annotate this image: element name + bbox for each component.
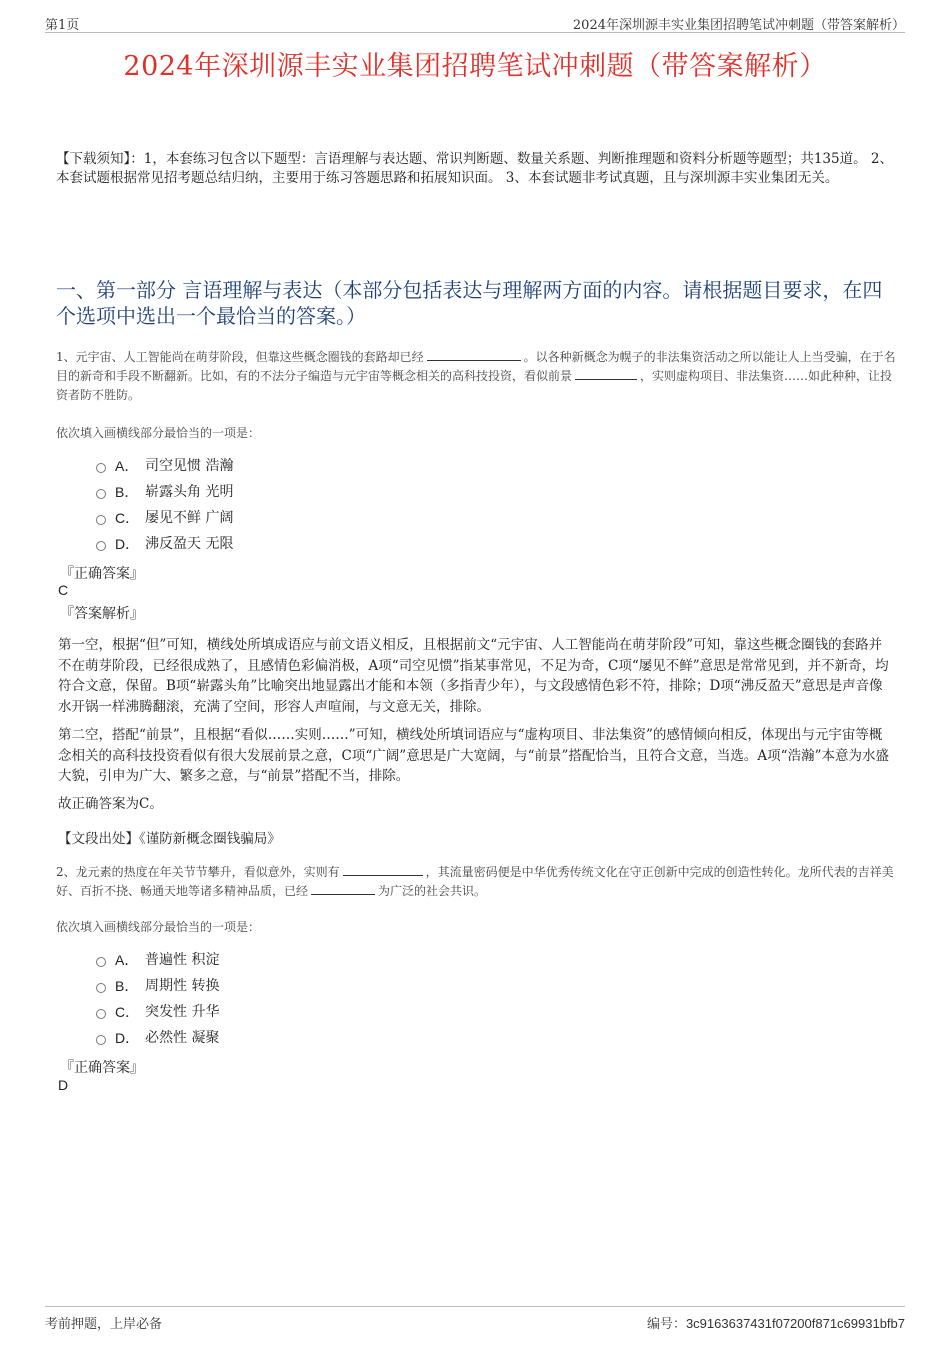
radio-icon[interactable] <box>96 489 106 499</box>
analysis-paragraph-1: 第一空，根据“但”可知，横线处所填成语应与前文语义相反，且根据前文“元宇宙、人工智能尚在萌芽阶段”可知，靠这些概念圈钱的套路并不在萌芽阶段，已经很成熟了，且感情色彩偏消极，A项“司空见惯”指某事常见，不足为奇，C项“屡见不鲜”意思是常常见到，并不新奇，均符合文意，保留。B项“崭露头角”比喻突出地显露出才能和本领（多指青少年），与文段感情色彩不符，排除；D项“沸反盈天”意思是声音像水开锅一样沸腾翻滚，充满了空间，形容人声喧闹，与文意无关，排除。 <box>58 637 889 715</box>
option-b[interactable]: B． 崭露头角 光明 <box>96 479 233 505</box>
page-header <box>45 14 905 33</box>
radio-icon[interactable] <box>96 983 106 993</box>
radio-icon[interactable] <box>96 515 106 525</box>
footer-code-label: 编号： <box>646 1317 686 1332</box>
analysis-conclusion: 故正确答案为C。 <box>58 796 163 812</box>
question-2-options <box>96 947 219 1051</box>
question-1-options <box>96 453 233 557</box>
option-b[interactable]: B． 周期性 转换 <box>96 973 219 999</box>
radio-icon[interactable] <box>96 541 106 551</box>
question-2-prompt: 依次填入画横线部分最恰当的一项是： <box>56 920 261 934</box>
footer-slogan: 考前押题，上岸必备 <box>45 1317 163 1332</box>
blank-line <box>311 882 375 895</box>
radio-icon[interactable] <box>96 463 106 473</box>
blank-line <box>575 367 637 380</box>
radio-icon[interactable] <box>96 957 106 967</box>
footer-code-value: 3c9163637431f07200f871c69931bfb7 <box>685 1316 905 1331</box>
passage-source: 【文段出处】《谨防新概念圈钱骗局》 <box>58 831 281 847</box>
question-2-text-part1: 2、龙元素的热度在年关节节攀升，看似意外，实则有 <box>56 865 340 879</box>
header-doc-title: 2024年深圳源丰实业集团招聘笔试冲刺题（带答案解析） <box>572 18 905 33</box>
question-1-prompt: 依次填入画横线部分最恰当的一项是： <box>56 426 261 440</box>
question-2-text <box>56 863 896 901</box>
question-2-text-part3: 为广泛的社会共识。 <box>378 884 487 898</box>
footer-code <box>647 1313 905 1332</box>
correct-answer: D <box>58 1077 69 1093</box>
option-a[interactable]: A． 普遍性 积淀 <box>96 947 219 973</box>
option-c[interactable]: C． 突发性 升华 <box>96 999 219 1025</box>
page-number: 第1页 <box>45 18 80 33</box>
page-footer <box>45 1306 905 1332</box>
option-c[interactable]: C． 屡见不鲜 广阔 <box>96 505 233 531</box>
analysis-paragraph-2: 第二空，搭配“前景”，且根据“看似……实则……”可知，横线处所填词语应与“虚构项目、非法集资”的感情倾向相反，体现出与元宇宙等概念相关的高科技投资看似有很大发展前景之意，C项“广阔”意思是广大宽阔，与“前景”搭配恰当，且符合文意，当选。A项“浩瀚”本意为水盛大貌，引申为广大、繁多之意，与“前景”搭配不当，排除。 <box>58 727 889 784</box>
radio-icon[interactable] <box>96 1009 106 1019</box>
radio-icon[interactable] <box>96 1035 106 1045</box>
question-1-text <box>56 348 896 405</box>
option-d[interactable]: D． 沸反盈天 无限 <box>96 531 233 557</box>
document-title: 2024年深圳源丰实业集团招聘笔试冲刺题（带答案解析） <box>123 51 827 82</box>
question-1-text-part2: 。以各种新概念为幌子的非法集资活动之所以能让人上当受骗，在于名目的新奇和手段不断翻新。比如，有的不法分子编造与元宇宙等概念相关的高科技投资，看似前景 <box>56 350 896 383</box>
option-a[interactable]: A． 司空见惯 浩瀚 <box>96 453 233 479</box>
blank-line <box>343 863 423 876</box>
question-1-text-part1: 1、元宇宙、人工智能尚在萌芽阶段，但靠这些概念圈钱的套路却已经 <box>56 350 424 364</box>
section-heading: 一、第一部分 言语理解与表达（本部分包括表达与理解两方面的内容。请根据题目要求，在四个选项中选出一个最恰当的答案。） <box>56 278 883 328</box>
question-1-text-part3: ，实则虚构项目、非法集资……如此种种，让投资者防不胜防。 <box>56 369 893 402</box>
correct-answer-label: 『正确答案』 <box>60 1060 144 1076</box>
option-d[interactable]: D． 必然性 凝聚 <box>96 1025 219 1051</box>
correct-answer: C <box>58 582 69 598</box>
analysis-label: 『答案解析』 <box>60 606 144 622</box>
download-notice: 【下载须知】：1，本套练习包含以下题型：言语理解与表达题、常识判断题、数量关系题、判断推理题和资料分析题等题型；共135道。 2、本套试题根据常见招考题总结归纳，主要用于练习答题思路和拓展知识面。 3、本套试题非考试真题，且与深圳源丰实业集团无关。 <box>56 151 893 186</box>
correct-answer-label: 『正确答案』 <box>60 566 144 582</box>
question-2-text-part2: ，其流量密码便是中华优秀传统文化在守正创新中完成的创造性转化。龙所代表的吉祥美好、百折不挠、畅通天地等诸多精神品质，已经 <box>56 865 894 898</box>
blank-line <box>427 348 521 361</box>
